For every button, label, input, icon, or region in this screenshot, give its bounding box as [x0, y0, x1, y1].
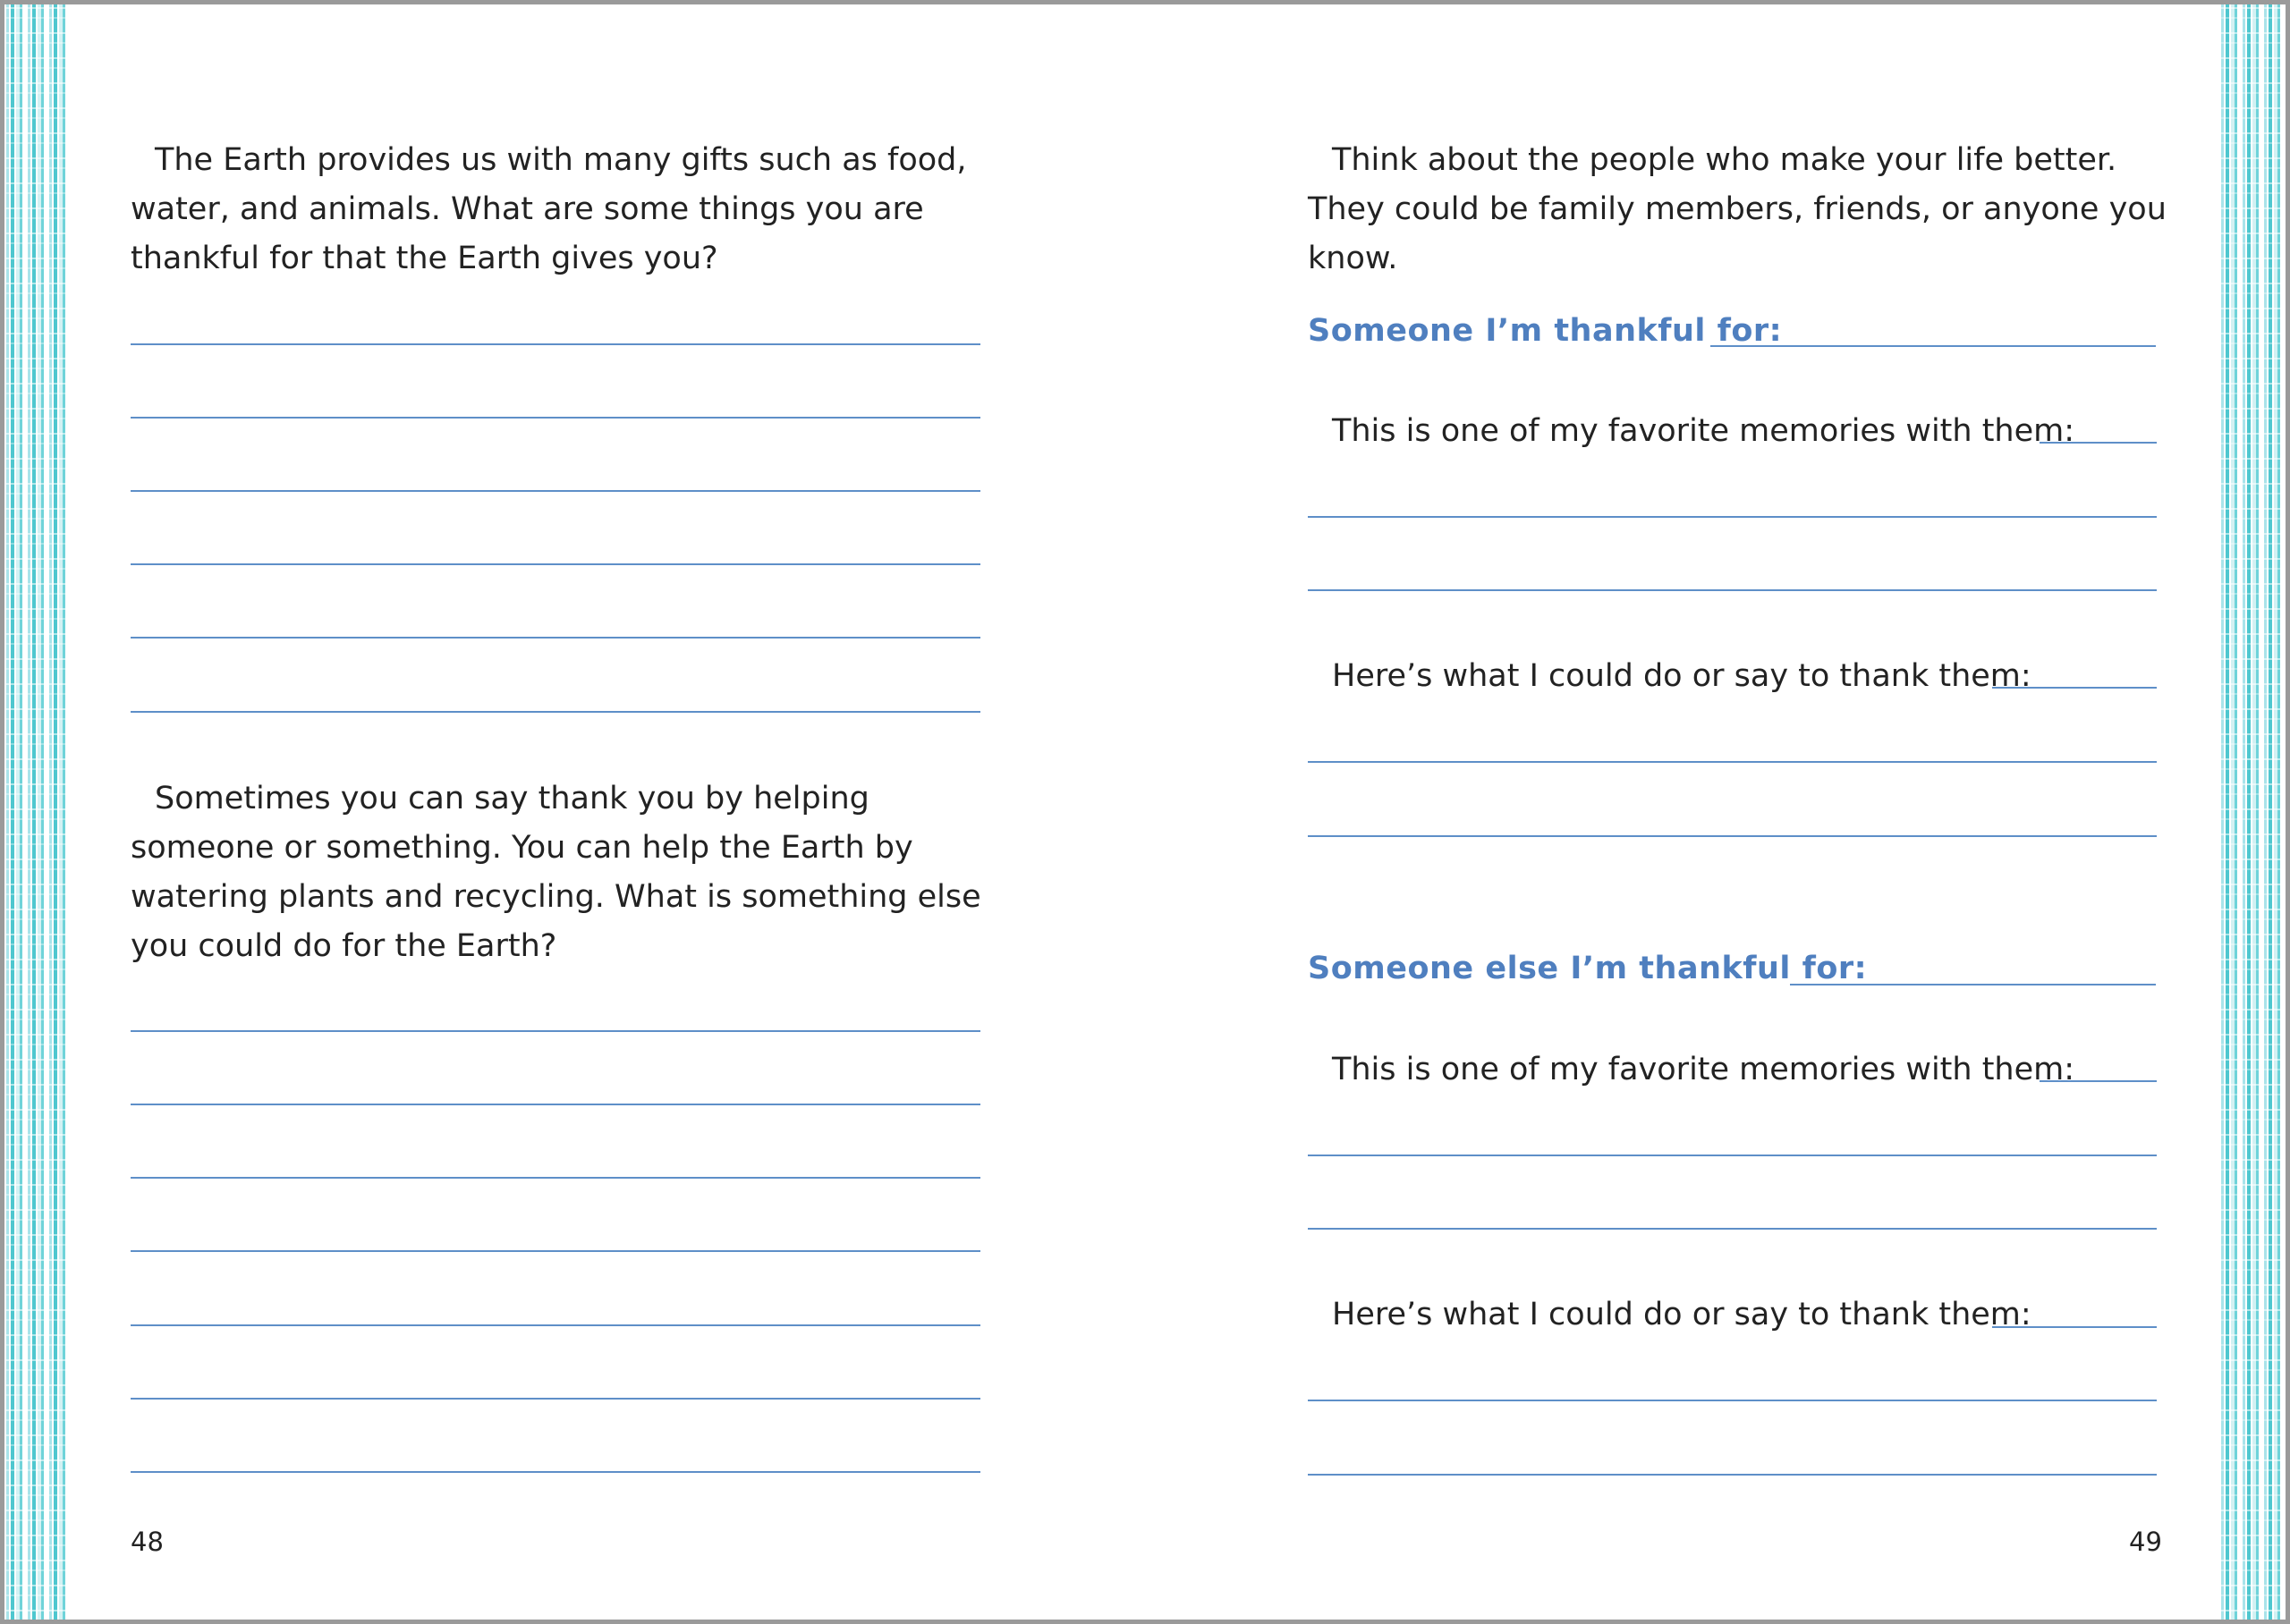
- writing-line[interactable]: [131, 417, 980, 419]
- writing-line[interactable]: [1308, 1474, 2157, 1476]
- help-earth-question: Sometimes you can say thank you by helping someone or something. You can help the Earth by watering plants and recycling. What is something else you could do for the Earth?: [131, 781, 981, 964]
- writing-line[interactable]: [1308, 835, 2157, 837]
- writing-line[interactable]: [131, 637, 980, 639]
- earth-gifts-question: The Earth provides us with many gifts such as food, water, and animals. What are some things you are thankful for that the Earth gives you?: [131, 142, 967, 276]
- writing-line[interactable]: [131, 1324, 980, 1326]
- page-number-left: 48: [131, 1527, 164, 1557]
- writing-line[interactable]: [2040, 442, 2157, 444]
- thankful-for-heading: Someone I’m thankful for:: [1308, 313, 1783, 349]
- name-line[interactable]: [1710, 345, 2156, 347]
- writing-line[interactable]: [1308, 1228, 2157, 1230]
- writing-line[interactable]: [1308, 761, 2157, 763]
- writing-line[interactable]: [131, 490, 980, 492]
- memory-prompt: This is one of my favorite memories with them:: [1332, 413, 2075, 449]
- name-line[interactable]: [1790, 984, 2156, 985]
- writing-line[interactable]: [131, 1398, 980, 1400]
- thankful-else-heading: Someone else I’m thankful for:: [1308, 951, 1868, 986]
- thank-prompt: Here’s what I could do or say to thank them:: [1332, 658, 2031, 694]
- writing-line[interactable]: [131, 1471, 980, 1473]
- thank-prompt: Here’s what I could do or say to thank them:: [1332, 1297, 2031, 1332]
- writing-line[interactable]: [131, 1104, 980, 1105]
- writing-line[interactable]: [131, 711, 980, 713]
- writing-line[interactable]: [1992, 687, 2157, 689]
- page-number-right: 49: [2129, 1527, 2162, 1557]
- writing-line[interactable]: [131, 1250, 980, 1252]
- writing-line[interactable]: [131, 1030, 980, 1032]
- writing-line[interactable]: [1308, 589, 2157, 591]
- writing-line[interactable]: [131, 563, 980, 565]
- memory-prompt: This is one of my favorite memories with them:: [1332, 1052, 2075, 1087]
- writing-line[interactable]: [131, 1177, 980, 1179]
- writing-line[interactable]: [131, 343, 980, 345]
- writing-line[interactable]: [1308, 1155, 2157, 1156]
- left-decorative-border: [4, 4, 71, 1620]
- writing-line[interactable]: [2040, 1080, 2157, 1082]
- writing-line[interactable]: [1308, 516, 2157, 518]
- right-decorative-border: [2219, 4, 2286, 1620]
- people-intro: Think about the people who make your life better. They could be family members, friends, or anyone you know.: [1308, 142, 2167, 276]
- writing-line[interactable]: [1308, 1400, 2157, 1401]
- writing-line[interactable]: [1992, 1326, 2157, 1328]
